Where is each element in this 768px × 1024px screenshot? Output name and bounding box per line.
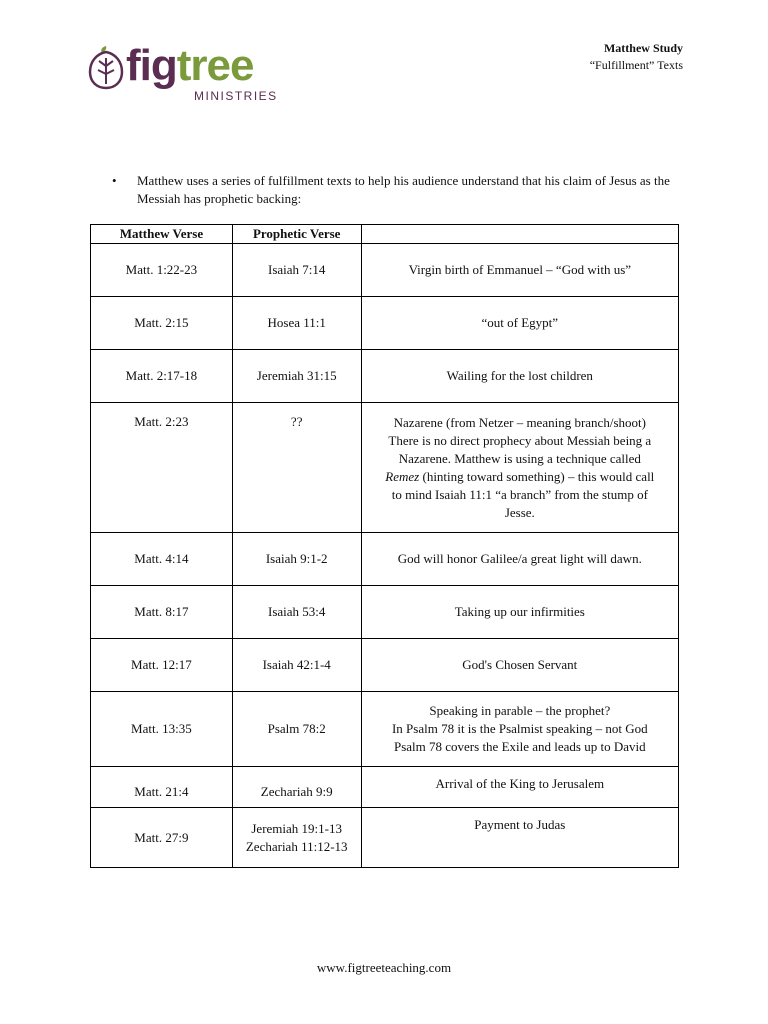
- cell-prophetic: Isaiah 9:1-2: [232, 533, 361, 586]
- cell-note: [361, 403, 678, 533]
- cell-matthew: Matt. 4:14: [91, 533, 233, 586]
- cell-prophetic: Jeremiah 31:15: [232, 350, 361, 403]
- table-row: [91, 767, 679, 808]
- cell-note: Taking up our infirmities: [361, 586, 678, 639]
- note-line: Jesse.: [504, 504, 535, 520]
- document-subtitle: “Fulfillment” Texts: [589, 58, 683, 72]
- cell-matthew: Matt. 8:17: [91, 586, 233, 639]
- prophetic-line: Jeremiah 19:1-13: [251, 820, 342, 836]
- note-line: to mind Isaiah 11:1 “a branch” from the stump of: [391, 486, 648, 502]
- note-line-text: (hinting toward something) – this would call: [422, 468, 655, 484]
- cell-note: Payment to Judas: [361, 808, 678, 868]
- intro-text: Matthew uses a series of fulfillment texts to help his audience understand that his claim of Jesus as the Messiah has prophetic backing:: [137, 173, 670, 206]
- cell-prophetic: Zechariah 9:9: [232, 767, 361, 808]
- cell-note: God will honor Galilee/a great light will dawn.: [361, 533, 678, 586]
- cell-prophetic: Isaiah 7:14: [232, 244, 361, 297]
- note-line: Speaking in parable – the prophet?: [429, 703, 611, 718]
- table-row: [91, 244, 679, 297]
- fig-tree-icon: [88, 44, 124, 90]
- cell-prophetic: Psalm 78:2: [232, 692, 361, 767]
- cell-matthew: Matt. 2:23: [91, 403, 233, 533]
- table-row: [91, 350, 679, 403]
- prophetic-line: Zechariah 11:12-13: [245, 838, 348, 854]
- brand-fig: fig: [126, 41, 177, 90]
- cell-matthew: Matt. 2:15: [91, 297, 233, 350]
- header-note: [361, 225, 678, 244]
- cell-matthew: Matt. 2:17-18: [91, 350, 233, 403]
- figtree-logo: [88, 40, 278, 104]
- footer-url: www.figtreeteaching.com: [316, 960, 452, 975]
- cell-matthew: Matt. 13:35: [91, 692, 233, 767]
- brand-tree: tree: [176, 41, 254, 90]
- note-line: In Psalm 78 it is the Psalmist speaking – not God: [391, 721, 648, 736]
- cell-prophetic: Isaiah 53:4: [232, 586, 361, 639]
- table-row: [91, 533, 679, 586]
- note-italic-term: Remez: [385, 468, 420, 484]
- note-line: Nazarene. Matthew is using a technique called: [398, 450, 641, 466]
- intro-paragraph: [112, 172, 682, 208]
- note-line: Nazarene (from Netzer – meaning branch/shoot): [393, 414, 646, 430]
- cell-matthew: Matt. 21:4: [91, 767, 233, 808]
- table-row: [91, 403, 679, 533]
- cell-prophetic: Isaiah 42:1-4: [232, 639, 361, 692]
- document-title: Matthew Study: [603, 41, 683, 55]
- fulfillment-table: [90, 224, 679, 868]
- header-matthew-verse: Matthew Verse: [91, 225, 233, 244]
- table-row: [91, 297, 679, 350]
- cell-matthew: Matt. 12:17: [91, 639, 233, 692]
- table-row: [91, 639, 679, 692]
- note-line: Psalm 78 covers the Exile and leads up to David: [393, 739, 646, 754]
- brand-subtitle: MINISTRIES: [194, 89, 278, 103]
- cell-matthew: Matt. 1:22-23: [91, 244, 233, 297]
- cell-matthew: Matt. 27:9: [91, 808, 233, 868]
- cell-note: God's Chosen Servant: [361, 639, 678, 692]
- bullet-icon: •: [112, 173, 117, 188]
- table-header-row: [91, 225, 679, 244]
- cell-note: Virgin birth of Emmanuel – “God with us”: [361, 244, 678, 297]
- cell-prophetic: ??: [232, 403, 361, 533]
- note-line: There is no direct prophecy about Messiah being a: [388, 432, 652, 448]
- cell-note: Wailing for the lost children: [361, 350, 678, 403]
- cell-note: “out of Egypt”: [361, 297, 678, 350]
- table-row: [91, 692, 679, 767]
- brand-wordmark: [126, 40, 253, 92]
- cell-prophetic: Hosea 11:1: [232, 297, 361, 350]
- header-prophetic-verse: Prophetic Verse: [232, 225, 361, 244]
- cell-prophetic: [232, 808, 361, 868]
- cell-note: Arrival of the King to Jerusalem: [361, 767, 678, 808]
- table-row: [91, 586, 679, 639]
- document-header: [590, 40, 683, 74]
- table-row: [91, 808, 679, 868]
- cell-note: [361, 692, 678, 767]
- note-line: [368, 468, 672, 486]
